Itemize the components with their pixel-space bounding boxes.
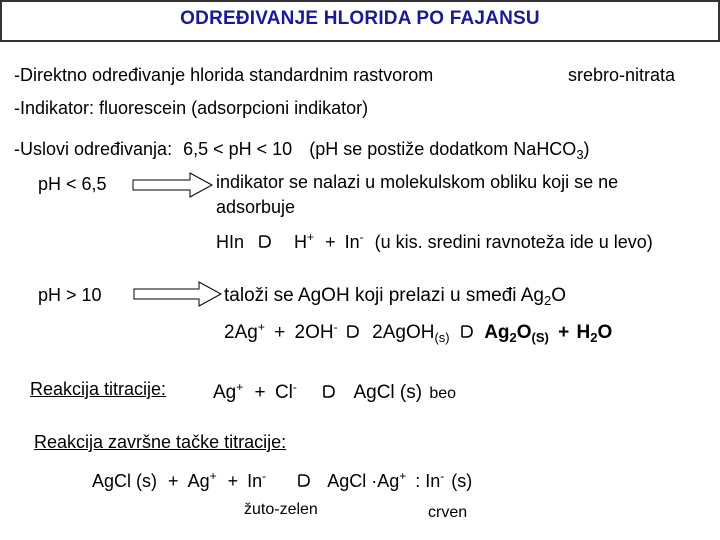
ph-low-text-line2: adsorbuje [216,197,296,217]
equilibrium-icon [302,382,342,400]
eq-ag-charge: + [236,380,244,394]
title-banner [0,0,720,42]
eq-h: H [294,232,308,252]
eq-agcl: AgCl (s) [92,471,158,491]
eq-phase: (s) [451,471,473,491]
endpoint-equation [92,471,472,492]
eq-2oh-charge: - [333,320,338,334]
eq-plus: + [274,322,286,343]
ph-high-text [224,285,566,307]
eq-agcl-ag: AgCl ·Ag [327,471,400,491]
line-method-reagent: srebro-nitrata [568,65,676,85]
eq-plus: + [325,232,336,252]
eq-h-charge: + [307,230,315,244]
ph-high-text-main: taloži se AgOH koji prelazi u smeđi Ag [224,285,544,306]
eq-ag2o-o: O [516,322,532,343]
titration-equation [213,382,456,404]
ph-high-text-end: O [551,285,567,306]
eq-plus-2: + [227,471,239,491]
eq-agcl: AgCl (s) [353,382,423,403]
eq-hin: HIn [216,232,245,252]
ph-low-label: pH < 6,5 [38,174,107,194]
eq-2ag: 2Ag [224,322,258,343]
eq-agcl-color: beo [429,385,457,402]
eq-plus-2: + [558,322,570,343]
conditions-label: -Uslovi određivanja: [14,139,173,159]
equilibrium-icon [343,322,365,340]
eq-in-charge: - [262,469,267,483]
eq-ag-charge: + [209,469,217,483]
ph-high-text-sub: 2 [544,293,552,308]
eq-in: In [344,232,360,252]
ph-low-text-line1: indikator se nalazi u molekulskom obliku koji se ne [216,172,619,192]
eq-plus: + [168,471,179,491]
eq-plus: + [254,382,266,403]
eq-2oh: 2OH [294,322,334,343]
color-label-right: crven [428,504,468,521]
eq-h2o-o: O [597,322,613,343]
eq-ag2o-phase: (S) [531,330,549,345]
right-arrow-icon [133,281,223,307]
endpoint-label: Reakcija završne tačke titracije: [34,432,287,452]
eq-cl-charge: - [292,380,297,394]
equilibrium-icon [271,471,323,489]
eq-h2o-sub: 2 [590,330,598,345]
eq-2ag-charge: + [257,320,265,334]
eq-in-charge: - [359,230,364,244]
eq-in-complex: : In [415,471,441,491]
note-text: (pH se postiže dodatkom NaHCO [309,139,577,159]
equilibrium-icon [249,232,283,250]
equilibrium-icon [455,322,479,340]
conditions-range: 6,5 < pH < 10 [183,139,293,159]
eq-note: (u kis. sredini ravnoteža ide u levo) [374,232,653,252]
eq-agcl-ag-charge: + [399,469,407,483]
conditions-note [309,139,590,162]
eq-ag: Ag [213,382,237,403]
note-sub: 3 [576,147,584,162]
eq-h2o: H [576,322,591,343]
eq-ag2o: Ag [484,322,510,343]
eq-2agoh: 2AgOH [372,322,435,343]
eq-ag: Ag [187,471,210,491]
color-label-left: žuto-zelen [244,501,318,518]
eq-ag2o-sub: 2 [509,330,517,345]
eq-cl: Cl [274,382,293,403]
eq-in-complex-charge: - [440,469,445,483]
line-indicator: -Indikator: fluorescein (adsorpcioni indikator) [14,98,369,118]
right-arrow-icon [132,172,214,198]
eq-in: In [247,471,263,491]
line-conditions [14,139,590,160]
eq-2agoh-phase: (s) [434,330,450,345]
ph-high-equation [224,322,612,344]
page-title: ODREĐIVANJE HLORIDA PO FAJANSU [180,8,540,29]
ph-high-label: pH > 10 [38,285,102,305]
titration-label: Reakcija titracije: [30,379,167,399]
note-end: ) [583,139,590,159]
line-method: -Direktno određivanje hlorida standardnim rastvorom [14,65,434,85]
ph-low-equation [216,232,653,253]
